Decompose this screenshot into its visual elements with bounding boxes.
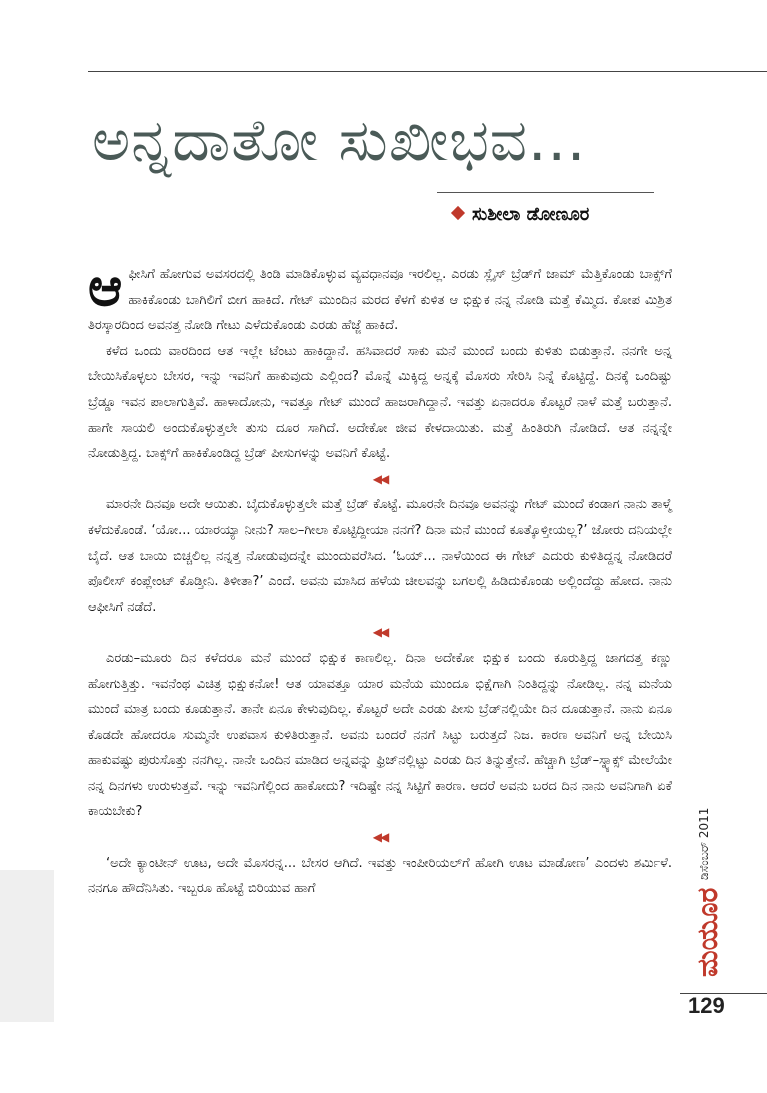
paragraph-1-text: ಫೀಸಿಗೆ ಹೋಗುವ ಅವಸರದಲ್ಲಿ ತಿಂಡಿ ಮಾಡಿಕೊಳ್ಳುವ ವ್ಯವಧಾನವೂ ಇರಲಿಲ್ಲ. ಎರಡು ಸ್ಲೈಸ್ ಬ್ರೆಡ್‌ಗೆ ಜಾಮ್ ಮೆತ್ತಿಕೊಂಡು ಬಾಕ್ಸ್‌ಗೆ ಹಾಕಿಕೊಂಡು ಬಾಗಿಲಿಗೆ ಬೀಗ ಹಾಕಿದೆ. ಗೇಟ್ ಮುಂದಿನ ಮರದ ಕೆಳಗೆ ಕುಳಿತ ಆ ಭಿಕ್ಷುಕ ನನ್ನ ನೋಡಿ ಮತ್ತೆ ಕೆಮ್ಮಿದ. ಕೋಪ ಮಿಶ್ರಿತ ತಿರಸ್ಕಾರದಿಂದ ಅವನತ್ತ ನೋಡಿ ಗೇಟು ಎಳೆದುಕೊಂಡು ಎರಡು ಹೆಜ್ಜೆ ಹಾಕಿದೆ. <box>88 267 672 334</box>
paragraph-1 <box>88 258 672 339</box>
author-name: ಸುಶೀಲಾ ಡೋಣೂರ <box>472 204 590 225</box>
article-title: ಅನ್ನದಾತೋ ಸುಖೀಭವ... <box>92 106 587 174</box>
section-separator-icon: ◀◀ <box>372 625 388 640</box>
author-rule <box>437 192 654 193</box>
top-rule <box>88 71 767 72</box>
article-body <box>88 258 672 902</box>
magazine-logo: ಮಯೂರ <box>691 887 724 978</box>
page-number: 129 <box>688 993 725 1018</box>
margin-shade-block <box>0 870 54 1022</box>
diamond-bullet-icon <box>451 206 465 220</box>
issue-date: ಡಿಸೆಂಬರ್ 2011 <box>697 807 711 880</box>
section-separator-icon: ◀◀ <box>372 471 388 486</box>
paragraph-2: ಕಳೆದ ಒಂದು ವಾರದಿಂದ ಆತ ಇಲ್ಲೇ ಟೆಂಟು ಹಾಕಿದ್ದಾನೆ. ಹಸಿವಾದರೆ ಸಾಕು ಮನೆ ಮುಂದೆ ಬಂದು ಕುಳಿತು ಬಿಡುತ್ತಾನೆ. ನನಗೇ ಅನ್ನ ಬೇಯಿಸಿಕೊಳ್ಳಲು ಬೇಸರ, ಇನ್ನು ಇವನಿಗೆ ಹಾಕುವುದು ಎಲ್ಲಿಂದ? ಮೊನ್ನೆ ಮಿಕ್ಕಿದ್ದ ಅನ್ನಕ್ಕೆ ಮೊಸರು ಸೇರಿಸಿ ನಿನ್ನೆ ಕೊಟ್ಟಿದ್ದೆ. ದಿನಕ್ಕೆ ಒಂದಿಷ್ಟು ಬ್ರೆಡ್ಡೂ ಇವನ ಪಾಲಾಗುತ್ತಿವೆ. ಹಾಳಾದೋನು, ಇವತ್ತೂ ಗೇಟ್ ಮುಂದೆ ಹಾಜರಾಗಿದ್ದಾನೆ. ಇವತ್ತು ಏನಾದರೂ ಕೊಟ್ಟರೆ ನಾಳೆ ಮತ್ತೆ ಬರುತ್ತಾನೆ. ಹಾಗೇ ಸಾಯಲಿ ಅಂದುಕೊಳ್ಳುತ್ತಲೇ ತುಸು ದೂರ ಸಾಗಿದೆ. ಅದೇಕೋ ಜೀವ ಕೇಳದಾಯಿತು. ಮತ್ತೆ ಹಿಂತಿರುಗಿ ನೋಡಿದೆ. ಆತ ನನ್ನನ್ನೇ ನೋಡುತ್ತಿದ್ದ. ಬಾಕ್ಸ್‌ಗೆ ಹಾಕಿಕೊಂಡಿದ್ದ ಬ್ರೆಡ್ ಪೀಸುಗಳನ್ನು ಅವನಿಗೆ ಕೊಟ್ಟೆ. <box>88 343 672 462</box>
byline <box>453 200 589 230</box>
section-separator-icon: ◀◀ <box>372 830 388 845</box>
paragraph-5: ‘ಅದೇ ಕ್ಯಾಂಟೀನ್ ಊಟ, ಅದೇ ಮೊಸರನ್ನ... ಬೇಸರ ಆಗಿದೆ. ಇವತ್ತು ಇಂಪೀರಿಯಲ್‌ಗೆ ಹೋಗಿ ಊಟ ಮಾಡೋಣ’ ಎಂದಳು ಶರ್ಮಿಳೆ. ನನಗೂ ಹೌದೆನಿಸಿತು. ಇಬ್ಬರೂ ಹೊಟ್ಟೆ ಬಿರಿಯುವ ಹಾಗೆ <box>88 855 672 897</box>
drop-cap: ಆ <box>88 258 123 318</box>
paragraph-3: ಮಾರನೇ ದಿನವೂ ಅದೇ ಆಯಿತು. ಬೈದುಕೊಳ್ಳುತ್ತಲೇ ಮತ್ತೆ ಬ್ರೆಡ್ ಕೊಟ್ಟೆ. ಮೂರನೇ ದಿನವೂ ಅವನನ್ನು ಗೇಟ್ ಮುಂದೆ ಕಂಡಾಗ ನಾನು ತಾಳ್ಮೆ ಕಳೆದುಕೊಂಡೆ. ‘ಯೋ... ಯಾರಯ್ಯಾ ನೀನು? ಸಾಲ–ಗೀಲಾ ಕೊಟ್ಟಿದ್ದೀಯಾ ನನಗೆ? ದಿನಾ ಮನೆ ಮುಂದೆ ಕೂತ್ಕೊಳ್ತೀಯಲ್ಲ?’ ಜೋರು ದನಿಯಲ್ಲೇ ಬೈದೆ. ಆತ ಬಾಯಿ ಬಿಚ್ಚಲಿಲ್ಲ ನನ್ನತ್ತ ನೋಡುವುದನ್ನೇ ಮುಂದುವರೆಸಿದ. ‘ಓಯ್... ನಾಳೆಯಿಂದ ಈ ಗೇಟ್ ಎದುರು ಕುಳಿತಿದ್ದನ್ನ ನೋಡಿದರೆ ಪೊಲೀಸ್ ಕಂಪ್ಲೇಂಟ್ ಕೊಡ್ತೀನಿ. ತಿಳೀತಾ?’ ಎಂದೆ. ಅವನು ಮಾಸಿದ ಹಳೆಯ ಚೀಲವನ್ನು ಬಗಲಲ್ಲಿ ಹಿಡಿದುಕೊಂಡು ಅಲ್ಲಿಂದೆದ್ದು ಹೋದ. ನಾನು ಆಫೀಸಿಗೆ ನಡೆದೆ. <box>88 497 672 615</box>
paragraph-4: ಎರಡು–ಮೂರು ದಿನ ಕಳೆದರೂ ಮನೆ ಮುಂದೆ ಭಿಕ್ಷುಕ ಕಾಣಲಿಲ್ಲ. ದಿನಾ ಅದೇಕೋ ಭಿಕ್ಷುಕ ಬಂದು ಕೂರುತ್ತಿದ್ದ ಜಾಗದತ್ತ ಕಣ್ಣು ಹೋಗುತ್ತಿತ್ತು. ಇವನೆಂಥ ವಿಚಿತ್ರ ಭಿಕ್ಷುಕನೋ! ಆತ ಯಾವತ್ತೂ ಯಾರ ಮನೆಯ ಮುಂದೂ ಭಿಕ್ಷೆಗಾಗಿ ನಿಂತಿದ್ದನ್ನು ನೋಡಿಲ್ಲ. ನನ್ನ ಮನೆಯ ಮುಂದೆ ಮಾತ್ರ ಬಂದು ಕೂಡುತ್ತಾನೆ. ತಾನೇ ಏನೂ ಕೇಳುವುದಿಲ್ಲ. ಕೊಟ್ಟರೆ ಅದೇ ಎರಡು ಪೀಸು ಬ್ರೆಡ್‌ನಲ್ಲಿಯೇ ದಿನ ದೂಡುತ್ತಾನೆ. ನಾನು ಏನೂ ಕೊಡದೇ ಹೋದರೂ ಸುಮ್ಮನೇ ಉಪವಾಸ ಕುಳಿತಿರುತ್ತಾನೆ. ಅವನು ಬಂದರೆ ನನಗೆ ಸಿಟ್ಟು ಬರುತ್ತದೆ ನಿಜ. ಕಾರಣ ಅವನಿಗೆ ಅನ್ನ ಬೇಯಿಸಿ ಹಾಕುವಷ್ಟು ಪುರುಸೊತ್ತು ನನಗಿಲ್ಲ. ನಾನೇ ಒಂದಿನ ಮಾಡಿದ ಅನ್ನವನ್ನು ಫ್ರಿಜ್‌ನಲ್ಲಿಟ್ಟು ಎರಡು ದಿನ ತಿನ್ನುತ್ತೇನೆ. ಹೆಚ್ಚಾಗಿ ಬ್ರೆಡ್–ಸ್ನ್ಯಾಕ್ಸ್ ಮೇಲೆಯೇ ನನ್ನ ದಿನಗಳು ಉರುಳುತ್ತವೆ. ಇನ್ನು ಇವನಿಗೆಲ್ಲಿಂದ ಹಾಕೋದು? ಇದಿಷ್ಟೇ ನನ್ನ ಸಿಟ್ಟಿಗೆ ಕಾರಣ. ಆದರೆ ಅವನು ಬರದ ದಿನ ನಾನು ಅವನಿಗಾಗಿ ಏಕೆ ಕಾಯಬೇಕು? <box>88 650 672 820</box>
